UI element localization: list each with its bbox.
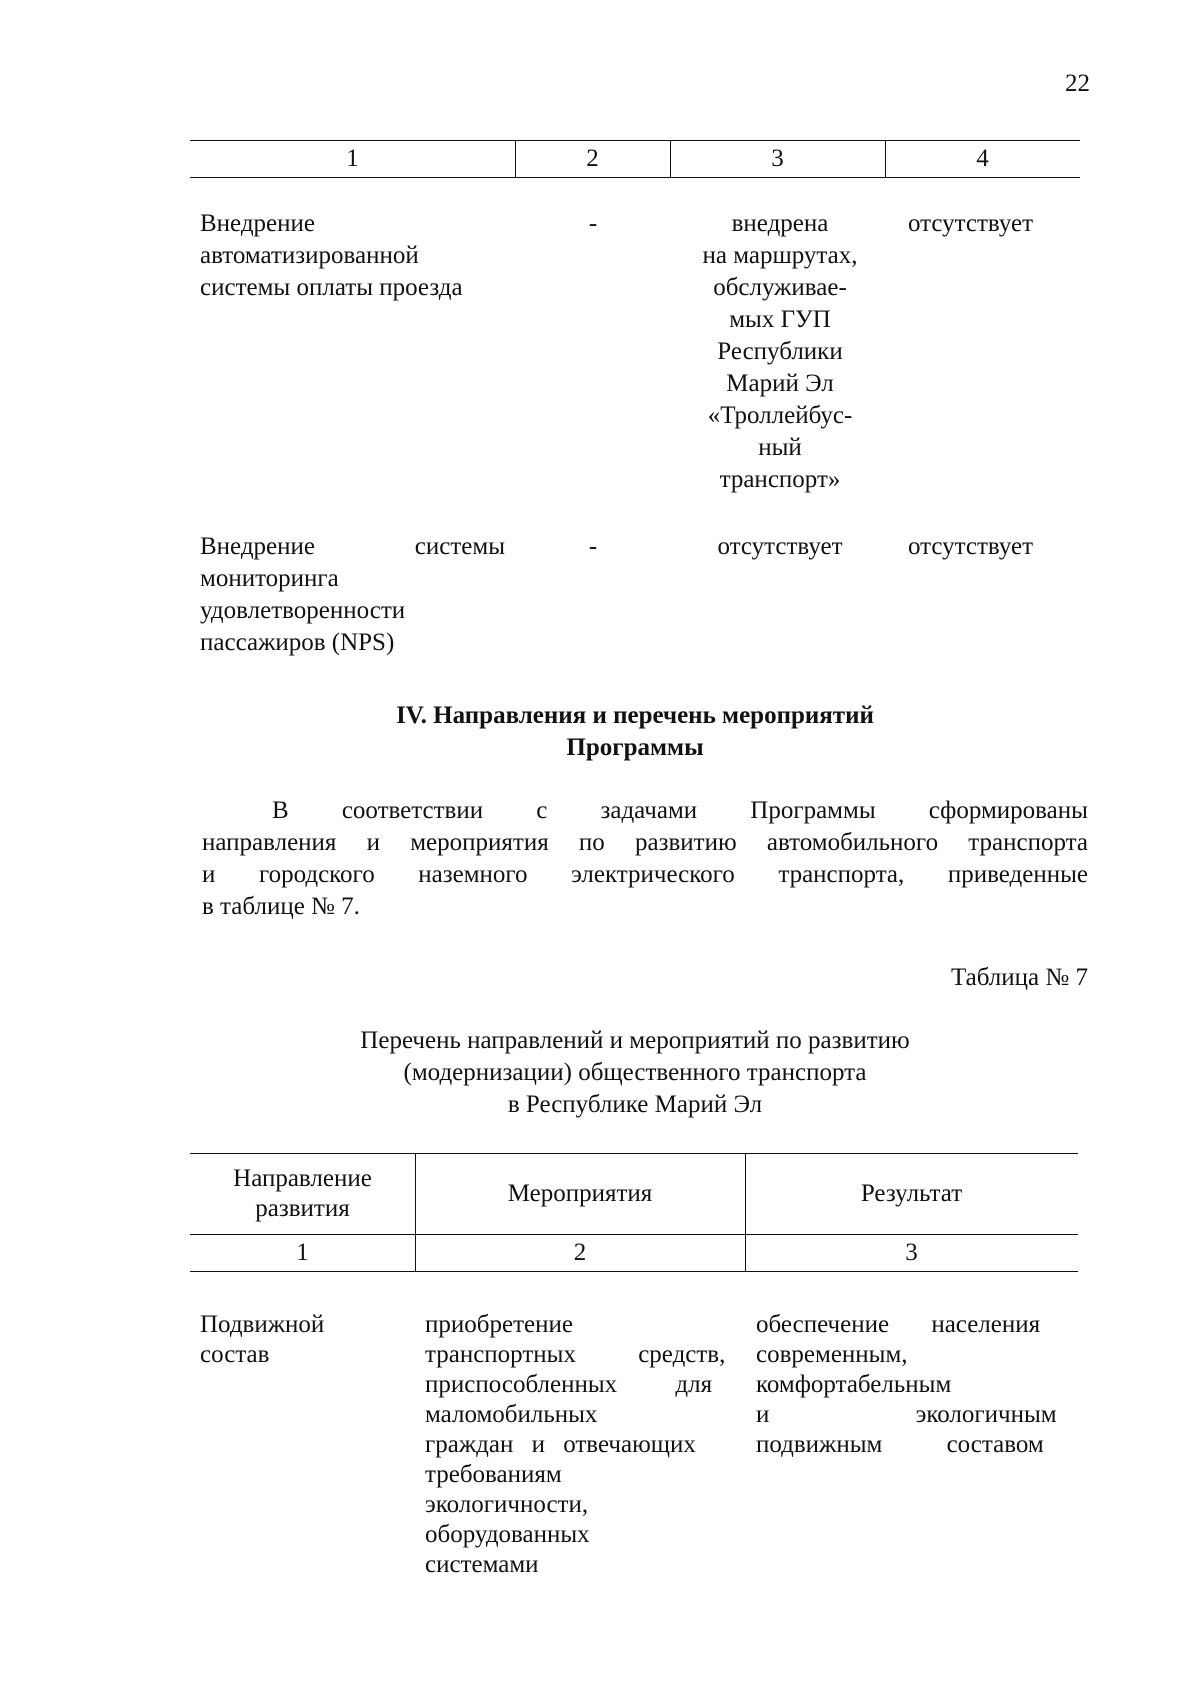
word: соответствии [341, 797, 484, 824]
cell-line: внедрена [731, 210, 829, 237]
word: по [578, 829, 605, 856]
cell-line: Республики [717, 338, 843, 365]
cell-line: системами [425, 1551, 539, 1578]
heading-line: Программы [566, 734, 704, 761]
table-header [190, 1153, 1078, 1235]
cell-line: подвижным составом [756, 1431, 1044, 1458]
cell-line: экологичности, [425, 1491, 589, 1518]
column-number-1: 1 [296, 1239, 309, 1266]
cell-word: Внедрение [200, 533, 315, 560]
continuation-table [190, 140, 1080, 178]
cell-line: состав [200, 1341, 270, 1368]
word: наземного [418, 861, 528, 888]
table-row-1-col1 [200, 208, 500, 304]
table-row-1-col4: отсутствует [908, 210, 1034, 237]
header-direction [190, 1154, 415, 1234]
word: задачами [600, 797, 698, 824]
paragraph-line [202, 859, 1088, 891]
table-label: Таблица № 7 [950, 964, 1088, 991]
cell-line-justified [200, 531, 505, 563]
cell-line: удовлетворенности [200, 597, 406, 624]
cell-line: Марий Эл [726, 370, 834, 397]
cell-line: маломобильных [425, 1401, 598, 1428]
cell-line: Подвижной [200, 1311, 325, 1338]
word: транспорта [968, 829, 1088, 856]
caption-line: в Республике Марий Эл [507, 1091, 763, 1118]
cell-line-justified [425, 1340, 733, 1370]
cell-line: пассажиров (NPS) [200, 629, 395, 656]
cell-line: автоматизированной [200, 242, 419, 269]
row-measures [425, 1310, 733, 1580]
word: с [536, 797, 548, 824]
table-header-numbers [190, 1235, 1078, 1272]
word: и [202, 861, 216, 888]
table-row-2-col3: отсутствует [717, 533, 843, 560]
word: направления [202, 829, 337, 856]
paragraph-line [202, 891, 1088, 923]
word: в таблице № 7. [202, 893, 360, 920]
word: и [366, 829, 381, 856]
header-result: Результат [860, 1180, 963, 1207]
word: мероприятия [410, 829, 549, 856]
paragraph-line [202, 795, 1088, 827]
heading-line: IV. Направления и перечень мероприятий [396, 702, 874, 729]
table-header-numbers [190, 140, 1080, 178]
word: транспорта, [778, 861, 905, 888]
cell-line: современным, [756, 1341, 908, 1368]
section-heading [190, 700, 1080, 764]
cell-line: оборудованных [425, 1521, 590, 1548]
measures-table [190, 1153, 1078, 1272]
column-number-2: 2 [573, 1239, 587, 1266]
word: приведенные [947, 861, 1088, 888]
word: городского [258, 861, 375, 888]
cell-line-justified [425, 1370, 733, 1400]
caption-line: (модернизации) общественного транспорта [403, 1059, 867, 1086]
cell-line: ный [758, 434, 802, 461]
cell-word: системы [414, 533, 505, 560]
column-number-3: 3 [905, 1239, 918, 1266]
cell-line: обслуживае- [713, 274, 847, 301]
cell-line: на маршрутах, [702, 242, 858, 269]
word: В [272, 797, 289, 824]
cell-text: приспособленных для [425, 1371, 713, 1398]
cell-line-justified [425, 1430, 733, 1460]
column-number-1: 1 [346, 145, 359, 172]
cell-line: комфортабельным [756, 1371, 952, 1398]
header-line: развития [255, 1195, 350, 1222]
header-measures: Мероприятия [507, 1180, 653, 1207]
table-caption [190, 1025, 1080, 1121]
cell-text: граждан и отвечающих [425, 1431, 696, 1458]
cell-line: транспорт» [719, 466, 841, 493]
cell-line: обеспечение населения [756, 1311, 1041, 1338]
row-direction [200, 1310, 400, 1370]
paragraph-line [202, 827, 1088, 859]
cell-line: и экологичным [756, 1401, 1057, 1428]
row-result [756, 1310, 1066, 1460]
caption-line: Перечень направлений и мероприятий по развитию [360, 1027, 910, 1054]
header-line: Направление [233, 1165, 372, 1192]
table-row-2-col1 [200, 531, 505, 659]
word: автомобильного [766, 829, 939, 856]
table-row-1-col2: - [588, 210, 598, 237]
word: Программы [750, 797, 876, 824]
word: электрического [571, 861, 735, 888]
cell-line: «Троллейбус- [707, 402, 853, 429]
cell-line: требованиям [425, 1461, 562, 1488]
table-row-1-col3 [670, 208, 890, 496]
column-number-3: 3 [771, 145, 784, 172]
word: развитию [635, 829, 737, 856]
page-number: 22 [1065, 70, 1090, 97]
cell-line: системы оплаты проезда [200, 274, 463, 301]
cell-line: Внедрение [200, 210, 315, 237]
cell-text: транспортных средств, [425, 1341, 726, 1368]
column-number-2: 2 [586, 145, 599, 172]
column-number-4: 4 [976, 145, 989, 172]
word: сформированы [928, 797, 1088, 824]
cell-line: мых ГУП [729, 306, 831, 333]
table-row-2-col2: - [588, 533, 598, 560]
body-paragraph [202, 795, 1088, 923]
table-row-2-col4: отсутствует [908, 533, 1034, 560]
cell-line: мониторинга [200, 565, 339, 592]
cell-line: приобретение [425, 1311, 573, 1338]
